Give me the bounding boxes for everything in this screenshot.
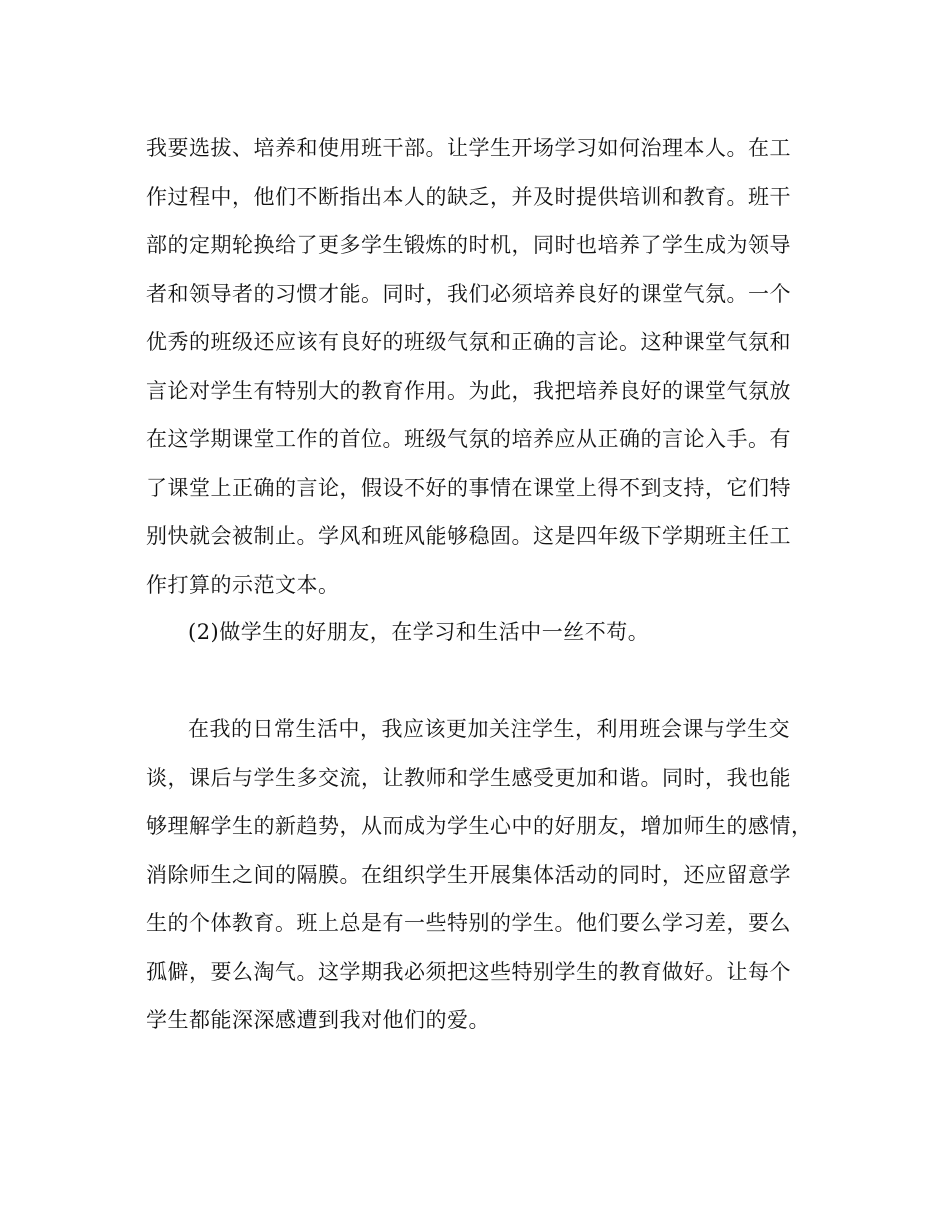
- text-line: 部的定期轮换给了更多学生锻炼的时机，同时也培养了学生成为领导: [146, 233, 791, 257]
- text-line: 言论对学生有特别大的教育作用。为此，我把培养良好的课堂气氛放: [146, 378, 791, 403]
- text-line: 者和领导者的习惯才能。同时，我们必须培养良好的课堂气氛。一个: [146, 281, 791, 306]
- text-line: 够理解学生的新趋势，从而成为学生心中的好朋友，增加师生的感情，: [146, 814, 813, 838]
- text-line: 生的个体教育。班上总是有一些特别的学生。他们要么学习差，要么: [146, 911, 791, 935]
- paragraph-good-friend: [146, 705, 826, 1045]
- text-line: 优秀的班级还应该有良好的班级气氛和正确的言论。这种课堂气氛和: [146, 330, 791, 354]
- text-line: 我要选拔、培养和使用班干部。让学生开场学习如何治理本人。在工: [146, 136, 791, 160]
- text-line: 学生都能深深感遭到我对他们的爱。: [146, 1008, 490, 1032]
- text-line: 在这学期课堂工作的首位。班级气氛的培养应从正确的言论入手。有: [146, 427, 791, 451]
- text-line: 作打算的示范文本。: [146, 572, 340, 597]
- text-line: 消除师生之间的隔膜。在组织学生开展集体活动的同时，还应留意学: [146, 862, 791, 887]
- section-heading: [146, 608, 826, 657]
- text-line: 谈，课后与学生多交流，让教师和学生感受更加和谐。同时，我也能: [146, 765, 791, 790]
- heading-line: (2)做学生的好朋友，在学习和生活中一丝不苟。: [188, 620, 650, 644]
- text-line: 作过程中，他们不断指出本人的缺乏，并及时提供培训和教育。班干: [146, 184, 791, 209]
- text-line: 在我的日常生活中，我应该更加关注学生，利用班会课与学生交: [188, 717, 790, 741]
- text-line: 孤僻，要么淘气。这学期我必须把这些特别学生的教育做好。让每个: [146, 959, 791, 984]
- paragraph-class-cadres: [146, 124, 826, 609]
- text-line: 别快就会被制止。学风和班风能够稳固。这是四年级下学期班主任工: [146, 524, 791, 548]
- text-line: 了课堂上正确的言论，假设不好的事情在课堂上得不到支持，它们特: [146, 475, 791, 500]
